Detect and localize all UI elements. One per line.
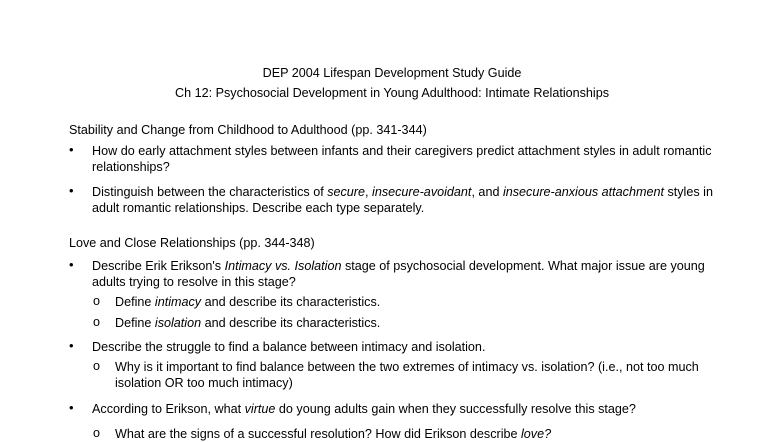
bullet: • <box>69 338 74 353</box>
doc-title: DEP 2004 Lifespan Development Study Guide <box>262 66 522 80</box>
sub-item-text: Define isolation and describe its characteristics. <box>115 316 381 330</box>
bullet: • <box>69 183 74 198</box>
section-heading-stability <box>69 123 427 137</box>
list-item-text: How do early attachment styles between infants and their caregivers predict attachment styles in adult romantic relationships? <box>92 144 712 174</box>
sub-item-text: Define intimacy and describe its characteristics. <box>115 295 381 309</box>
sub-bullet: o <box>93 359 101 373</box>
sub-bullet: o <box>93 315 101 329</box>
list-item-text: According to Erikson, what virtue do young adults gain when they successfully resolve this stage? <box>92 402 636 416</box>
section-heading-text: Stability and Change from Childhood to Adulthood <box>69 123 348 137</box>
sub-item-text: Why is it important to find balance between the two extremes of intimacy vs. isolation? (i.e., not too much isolation OR too much intimacy) <box>115 360 699 390</box>
sub-bullet: o <box>93 426 101 440</box>
list-item-text: Describe the struggle to find a balance between intimacy and isolation. <box>92 340 486 354</box>
list-item-text: Distinguish between the characteristics of secure, insecure-avoidant, and insecure-anxious attachment styles in adult romantic relationships. Describe each type separately. <box>92 185 713 215</box>
doc-subtitle: Ch 12: Psychosocial Development in Young Adulthood: Intimate Relationships <box>174 86 610 100</box>
sub-item-text: What are the signs of a successful resolution? How did Erikson describe love? <box>115 427 552 441</box>
bullet: • <box>69 142 74 157</box>
section-page-range: (pp. 344-348) <box>239 236 315 250</box>
bullet: • <box>69 257 74 272</box>
bullet: • <box>69 400 74 415</box>
section-heading-love <box>69 236 315 250</box>
section-page-range: (pp. 341-344) <box>351 123 427 137</box>
section-heading-text: Love and Close Relationships <box>69 236 236 250</box>
list-item-text: Describe Erik Erikson's Intimacy vs. Isolation stage of psychosocial development. What major issue are young adults trying to resolve in this stage? <box>92 259 705 289</box>
sub-bullet: o <box>93 294 101 308</box>
